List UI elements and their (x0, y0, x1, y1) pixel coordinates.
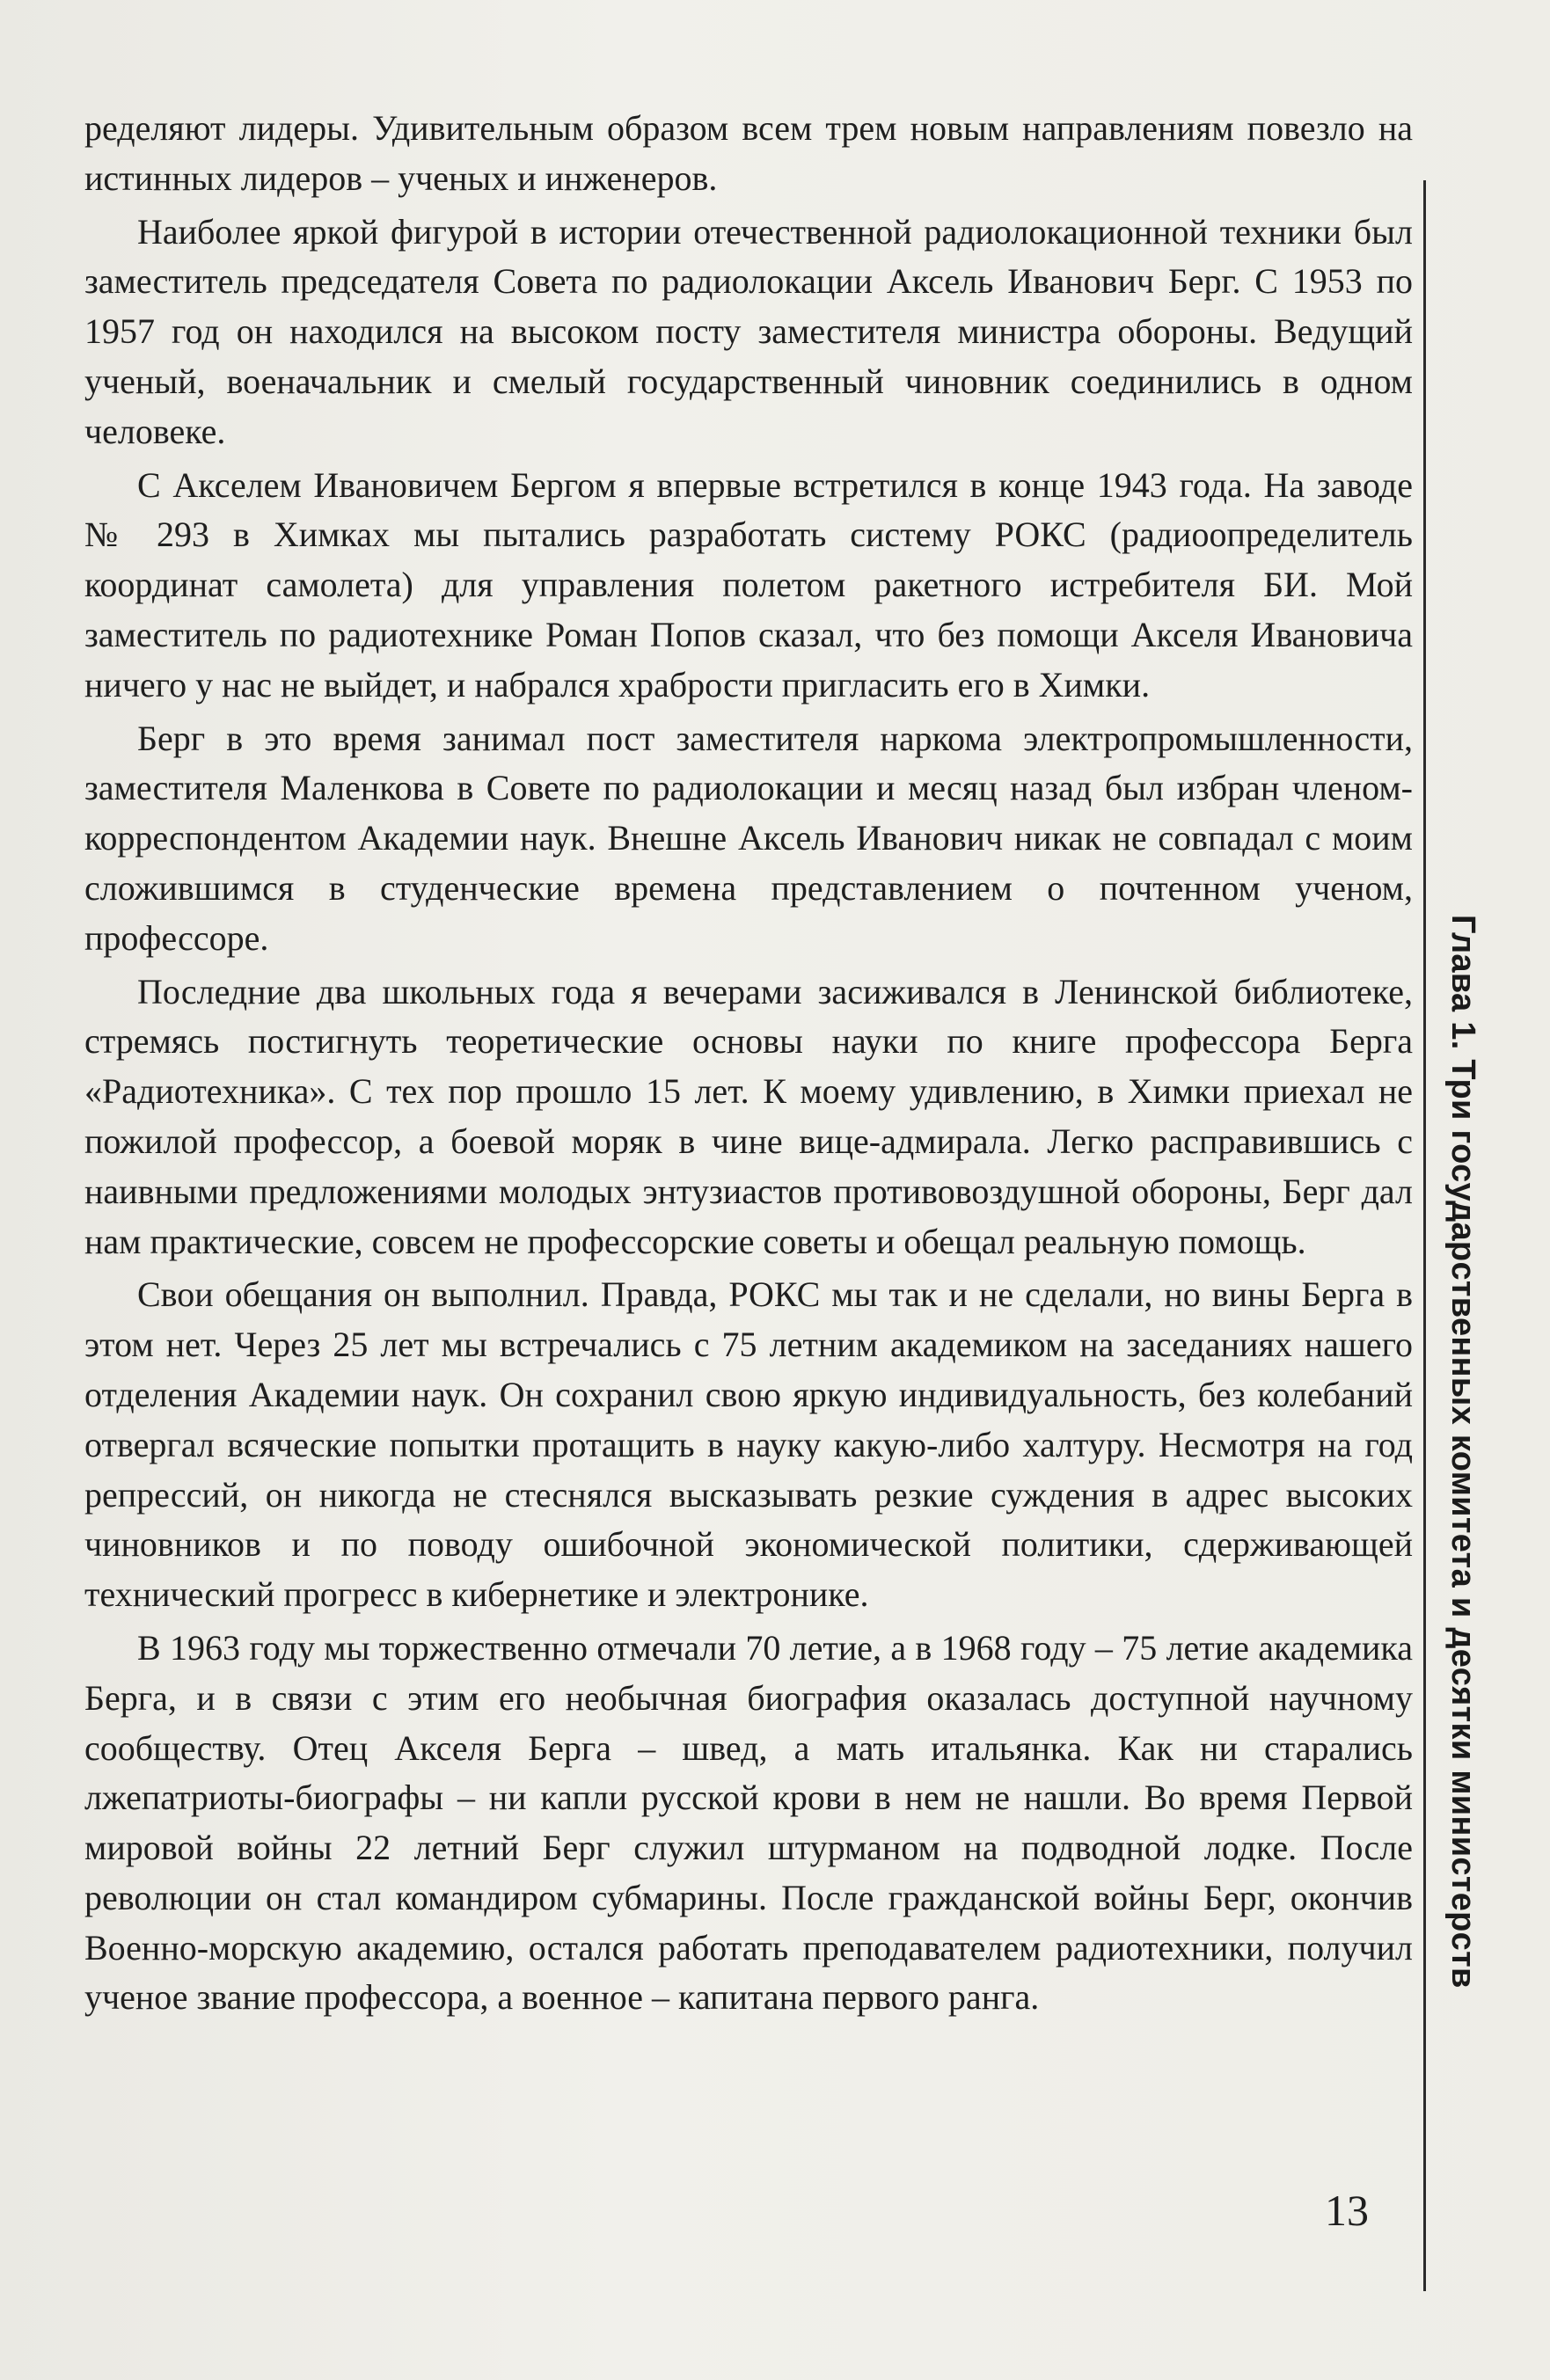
chapter-title: Глава 1. Три государственных комитета и десятки министерств (1444, 915, 1481, 1989)
paragraph: В 1963 году мы торжественно отмечали 70 летие, а в 1968 году – 75 летие академика Берга, и в связи с этим его необычная биография оказалась доступной научному сообществу. Отец Акселя Берга – швед, а мать итальянка. Как ни старались лжепатриоты-биографы – ни капли русской крови в нем не нашли. Во время Первой мировой войны 22 летний Берг служил штурманом на подводной лодке. После революции он стал командиром субмарины. После гражданской войны Берг, окончив Военно-морскую академию, остался работать преподавателем радиотехники, получил ученое звание профессора, а военное – капитана первого ранга. (84, 1627, 1413, 2018)
paragraph: Свои обещания он выполнил. Правда, РОКС мы так и не сделали, но вины Берга в этом нет. Через 25 лет мы встречались с 75 летним академиком на заседаниях нашего отделения Академии наук. Он сохранил свою яркую индивидуальность, без колебаний отвергал всяческие попытки протащить в науку какую-либо халтуру. Несмотря на год репрессий, он никогда не стеснялся высказывать резкие суждения в адрес высоких чиновников и по поводу ошибочной экономической политики, сдерживающей технический прогресс в кибернетике и электронике. (84, 1274, 1413, 1615)
paragraph: Берг в это время занимал пост заместителя наркома электропромышленности, заместителя Маленкова в Совете по радиолокации и месяц назад был избран членом-корреспондентом Академии наук. Внешне Аксель Иванович никак не совпадал с моим сложившимся в студенческие времена представлением о почтенном ученом, профессоре. (84, 718, 1413, 958)
paragraph: Последние два школьных года я вечерами засиживался в Ленинской библиотеке, стремясь постигнуть теоретические основы науки по книге профессора Берга «Радиотехника». С тех пор прошло 15 лет. К моему удивлению, в Химки приехал не пожилой профессор, а боевой моряк в чине вице-адмирала. Легко расправившись с наивными предложениями молодых энтузиастов противовоздушной обороны, Берг дал нам практические, совсем не профессорские советы и обещал реальную помощь. (84, 971, 1413, 1261)
paragraph: ределяют лидеры. Удивительным образом всем трем новым направлениям повезло на истинных лидеров – ученых и инженеров. (84, 108, 1413, 198)
body-text (84, 104, 1413, 2026)
running-header (1400, 915, 1524, 2181)
paragraph: С Акселем Ивановичем Бергом я впервые встретился в конце 1943 года. На заводе № 293 в Химках мы пытались разработать систему РОКС (радиоопределитель координат самолета) для управления полетом ракетного истребителя БИ. Мой заместитель по радиотехнике Роман Попов сказал, что без помощи Акселя Ивановича ничего у нас не выйдет, и набрался храбрости пригласить его в Химки. (84, 464, 1413, 705)
page-number: 13 (1325, 2186, 1369, 2235)
paragraph: Наиболее яркой фигурой в истории отечественной радиолокационной техники был заместитель председателя Совета по радиолокации Аксель Иванович Берг. С 1953 по 1957 год он находился на высоком посту заместителя министра обороны. Ведущий ученый, военачальник и смелый государственный чиновник соединились в одном человеке. (84, 211, 1413, 451)
